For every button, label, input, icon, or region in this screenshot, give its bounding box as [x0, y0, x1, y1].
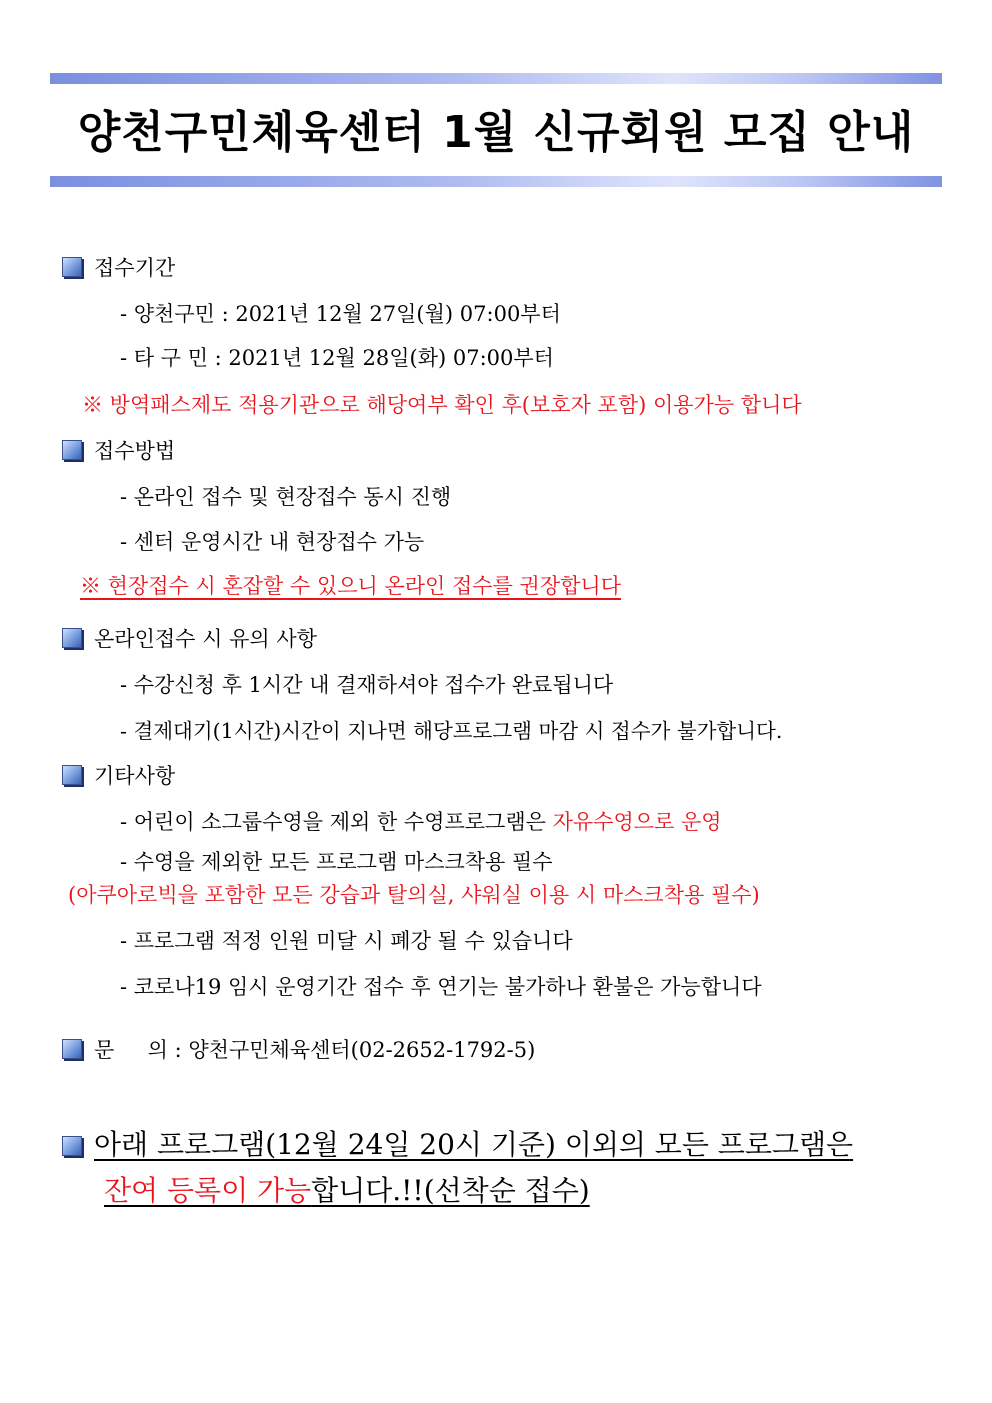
reception-period-notice: ※ 방역패스제도 적용기관으로 해당여부 확인 후(보호자 포함) 이용가능 합니다	[82, 393, 802, 417]
list-item: - 양천구민 : 2021년 12월 27일(월) 07:00부터	[120, 302, 561, 326]
list-item: - 센터 운영시간 내 현장접수 가능	[120, 530, 425, 554]
list-item: - 온라인 접수 및 현장접수 동시 진행	[120, 485, 452, 509]
list-item: - 코로나19 임시 운영기간 접수 후 연기는 불가하나 환불은 가능합니다	[120, 975, 762, 999]
blue-square-icon	[62, 440, 82, 460]
list-item: - 결제대기(1시간)시간이 지나면 해당프로그램 마감 시 접수가 불가합니다.	[120, 719, 783, 743]
reception-method-notice: ※ 현장접수 시 혼잡할 수 있으니 온라인 접수를 권장합니다	[80, 574, 621, 598]
blue-square-icon	[62, 765, 82, 785]
blue-square-icon	[62, 628, 82, 648]
remaining-notice-line-2: 잔여 등록이 가능합니다.!!(선착순 접수)	[104, 1174, 590, 1207]
section-heading-online-notes: 온라인접수 시 유의 사항	[62, 624, 317, 654]
blue-square-icon	[62, 257, 82, 277]
remaining-notice-line-1: 아래 프로그램(12월 24일 20시 기준) 이외의 모든 프로그램은	[62, 1126, 853, 1164]
page-title: 양천구민체육센터 1월 신규회원 모집 안내	[77, 107, 915, 158]
section-heading-reception-period: 접수기간	[62, 253, 175, 283]
blue-square-icon	[62, 1136, 82, 1156]
inquiry-line: 문 의 : 양천구민체육센터(02-2652-1792-5)	[62, 1035, 535, 1065]
list-item: - 어린이 소그룹수영을 제외 한 수영프로그램은 자유수영으로 운영	[120, 810, 722, 834]
section-heading-reception-method: 접수방법	[62, 436, 175, 466]
list-item: - 수강신청 후 1시간 내 결재하셔야 접수가 완료됩니다	[120, 673, 614, 697]
blue-square-icon	[62, 1039, 82, 1059]
section-heading-etc: 기타사항	[62, 761, 175, 791]
mask-notice: (아쿠아로빅을 포함한 모든 강습과 탈의실, 샤워실 이용 시 마스크착용 필수)	[68, 883, 760, 907]
list-item: - 타 구 민 : 2021년 12월 28일(화) 07:00부터	[120, 346, 554, 370]
list-item: - 수영을 제외한 모든 프로그램 마스크착용 필수	[120, 850, 553, 874]
title-top-bar	[50, 73, 942, 84]
title-bottom-bar	[50, 176, 942, 187]
list-item: - 프로그램 적정 인원 미달 시 폐강 될 수 있습니다	[120, 929, 573, 953]
